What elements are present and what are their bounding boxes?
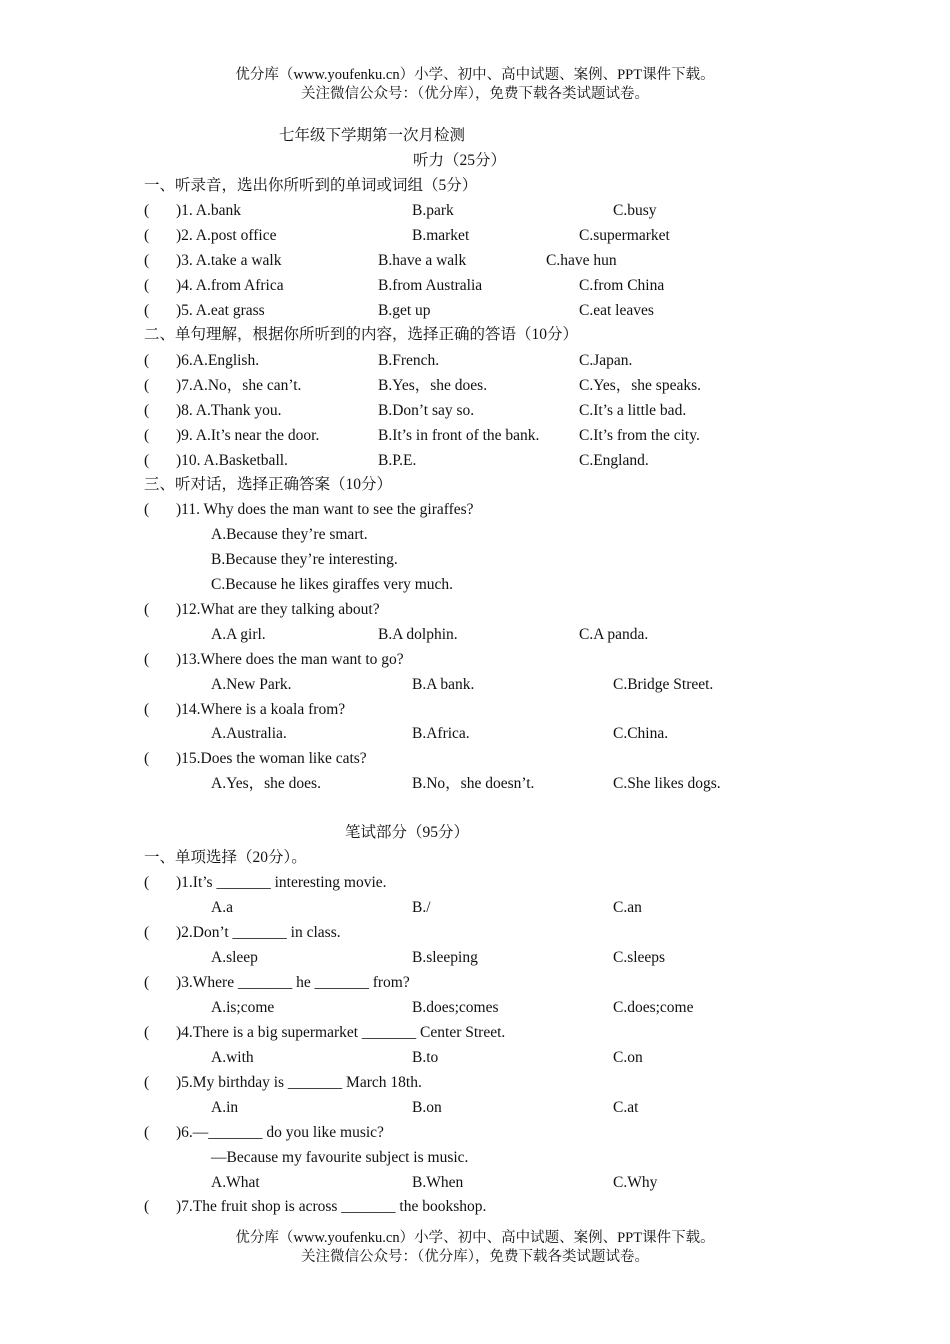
question-row: ( )11. Why does the man want to see the giraffes?: [144, 501, 474, 518]
option-c: C.It’s from the city.: [579, 427, 700, 444]
dialogue-reply: —Because my favourite subject is music.: [211, 1149, 469, 1166]
option-c: C.It’s a little bad.: [579, 402, 687, 419]
option-c: C.She likes dogs.: [613, 775, 721, 792]
option-c: C.Japan.: [579, 352, 633, 369]
question-row: ( )10. A.Basketball.: [144, 452, 288, 469]
option-b: B.A bank.: [412, 676, 475, 693]
option-b: B.Because they’re interesting.: [211, 551, 398, 568]
option-b: B.park: [412, 202, 454, 219]
option-c: C.Because he likes giraffes very much.: [211, 576, 454, 593]
question-row: ( )13.Where does the man want to go?: [144, 651, 404, 668]
page-footer: [0, 1229, 950, 1267]
option-b: B.from Australia: [378, 277, 483, 294]
question-row: ( )5.My birthday is _______ March 18th.: [144, 1074, 422, 1091]
option-b: B.It’s in front of the bank.: [378, 427, 540, 444]
option-b: B.to: [412, 1049, 439, 1066]
option-b: B.When: [412, 1174, 464, 1191]
option-c: C.busy: [613, 202, 657, 219]
option-a: A.a: [211, 899, 233, 916]
option-c: C.China.: [613, 725, 669, 742]
option-b: B.sleeping: [412, 949, 478, 966]
question-row: ( )5. A.eat grass: [144, 302, 265, 319]
option-a: A.What: [211, 1174, 260, 1191]
question-row: ( )6.—_______ do you like music?: [144, 1124, 384, 1141]
option-b: B.No，she doesn’t.: [412, 775, 535, 792]
option-b: B.A dolphin.: [378, 626, 458, 643]
question-row: ( )4. A.from Africa: [144, 277, 284, 294]
option-c: C.does;come: [613, 999, 694, 1016]
option-c: C.on: [613, 1049, 643, 1066]
question-row: ( )8. A.Thank you.: [144, 402, 282, 419]
option-a: A.is;come: [211, 999, 275, 1016]
question-row: ( )1.It’s _______ interesting movie.: [144, 874, 387, 891]
option-b: B.market: [412, 227, 470, 244]
option-b: B.Africa.: [412, 725, 470, 742]
option-c: C.Bridge Street.: [613, 676, 714, 693]
option-c: C.Yes，she speaks.: [579, 377, 702, 394]
page-header: [0, 66, 950, 104]
question-row: ( )15.Does the woman like cats?: [144, 750, 367, 767]
question-row: ( )2.Don’t _______ in class.: [144, 924, 341, 941]
option-c: C.have hun: [546, 252, 617, 269]
question-row: ( )2. A.post office: [144, 227, 277, 244]
option-b: B.Don’t say so.: [378, 402, 475, 419]
option-b: B.P.E.: [378, 452, 417, 469]
header-line-1: 优分库（www.youfenku.cn）小学、初中、高中试题、案例、PPT课件下载。: [235, 67, 715, 83]
header-line-2: 关注微信公众号：（优分库），免费下载各类试题试卷。: [301, 86, 649, 102]
option-c: C.an: [613, 899, 642, 916]
option-b: B.French.: [378, 352, 440, 369]
question-row: ( )3.Where _______ he _______ from?: [144, 974, 410, 991]
question-row: ( )3. A.take a walk: [144, 252, 282, 269]
option-a: A.Yes，she does.: [211, 775, 321, 792]
option-c: C.A panda.: [579, 626, 649, 643]
option-a: A.sleep: [211, 949, 258, 966]
question-row: ( )7.A.No，she can’t.: [144, 377, 302, 394]
exam-title: 七年级下学期第一次月检测: [279, 127, 466, 144]
option-b: B.Yes，she does.: [378, 377, 488, 394]
option-c: C.at: [613, 1099, 639, 1116]
question-row: ( )1. A.bank: [144, 202, 242, 219]
option-a: A.Because they’re smart.: [211, 526, 368, 543]
option-a: A.in: [211, 1099, 239, 1116]
option-b: B.does;comes: [412, 999, 499, 1016]
option-c: C.from China: [579, 277, 665, 294]
option-a: A.A girl.: [211, 626, 266, 643]
option-c: C.eat leaves: [579, 302, 654, 319]
listening-title: 听力（25分）: [413, 152, 507, 169]
option-b: B.get up: [378, 302, 431, 319]
option-b: B.have a walk: [378, 252, 467, 269]
question-row: ( )12.What are they talking about?: [144, 601, 380, 618]
option-b: B./: [412, 899, 431, 916]
question-row: ( )7.The fruit shop is across _______ the bookshop.: [144, 1198, 487, 1215]
option-c: C.Why: [613, 1174, 658, 1191]
question-row: ( )6.A.English.: [144, 352, 260, 369]
listening-s2-heading: 二、单句理解，根据你所听到的内容，选择正确的答语（10分）: [144, 326, 579, 343]
question-row: ( )9. A.It’s near the door.: [144, 427, 320, 444]
listening-s3-heading: 三、听对话，选择正确答案（10分）: [144, 476, 393, 493]
option-a: A.New Park.: [211, 676, 292, 693]
question-row: ( )14.Where is a koala from?: [144, 701, 346, 718]
question-row: ( )4.There is a big supermarket _______ Center Street.: [144, 1024, 506, 1041]
option-c: C.supermarket: [579, 227, 670, 244]
option-a: A.Australia.: [211, 725, 287, 742]
footer-line-2: 关注微信公众号：（优分库），免费下载各类试题试卷。: [301, 1249, 649, 1265]
written-title: 笔试部分（95分）: [345, 824, 470, 841]
written-heading: 一、单项选择（20分）。: [144, 849, 307, 866]
footer-line-1: 优分库（www.youfenku.cn）小学、初中、高中试题、案例、PPT课件下载。: [235, 1230, 715, 1246]
listening-s1-heading: 一、听录音，选出你所听到的单词或词组（5分）: [144, 177, 478, 194]
option-a: A.with: [211, 1049, 254, 1066]
option-b: B.on: [412, 1099, 442, 1116]
option-c: C.sleeps: [613, 949, 666, 966]
option-c: C.England.: [579, 452, 649, 469]
